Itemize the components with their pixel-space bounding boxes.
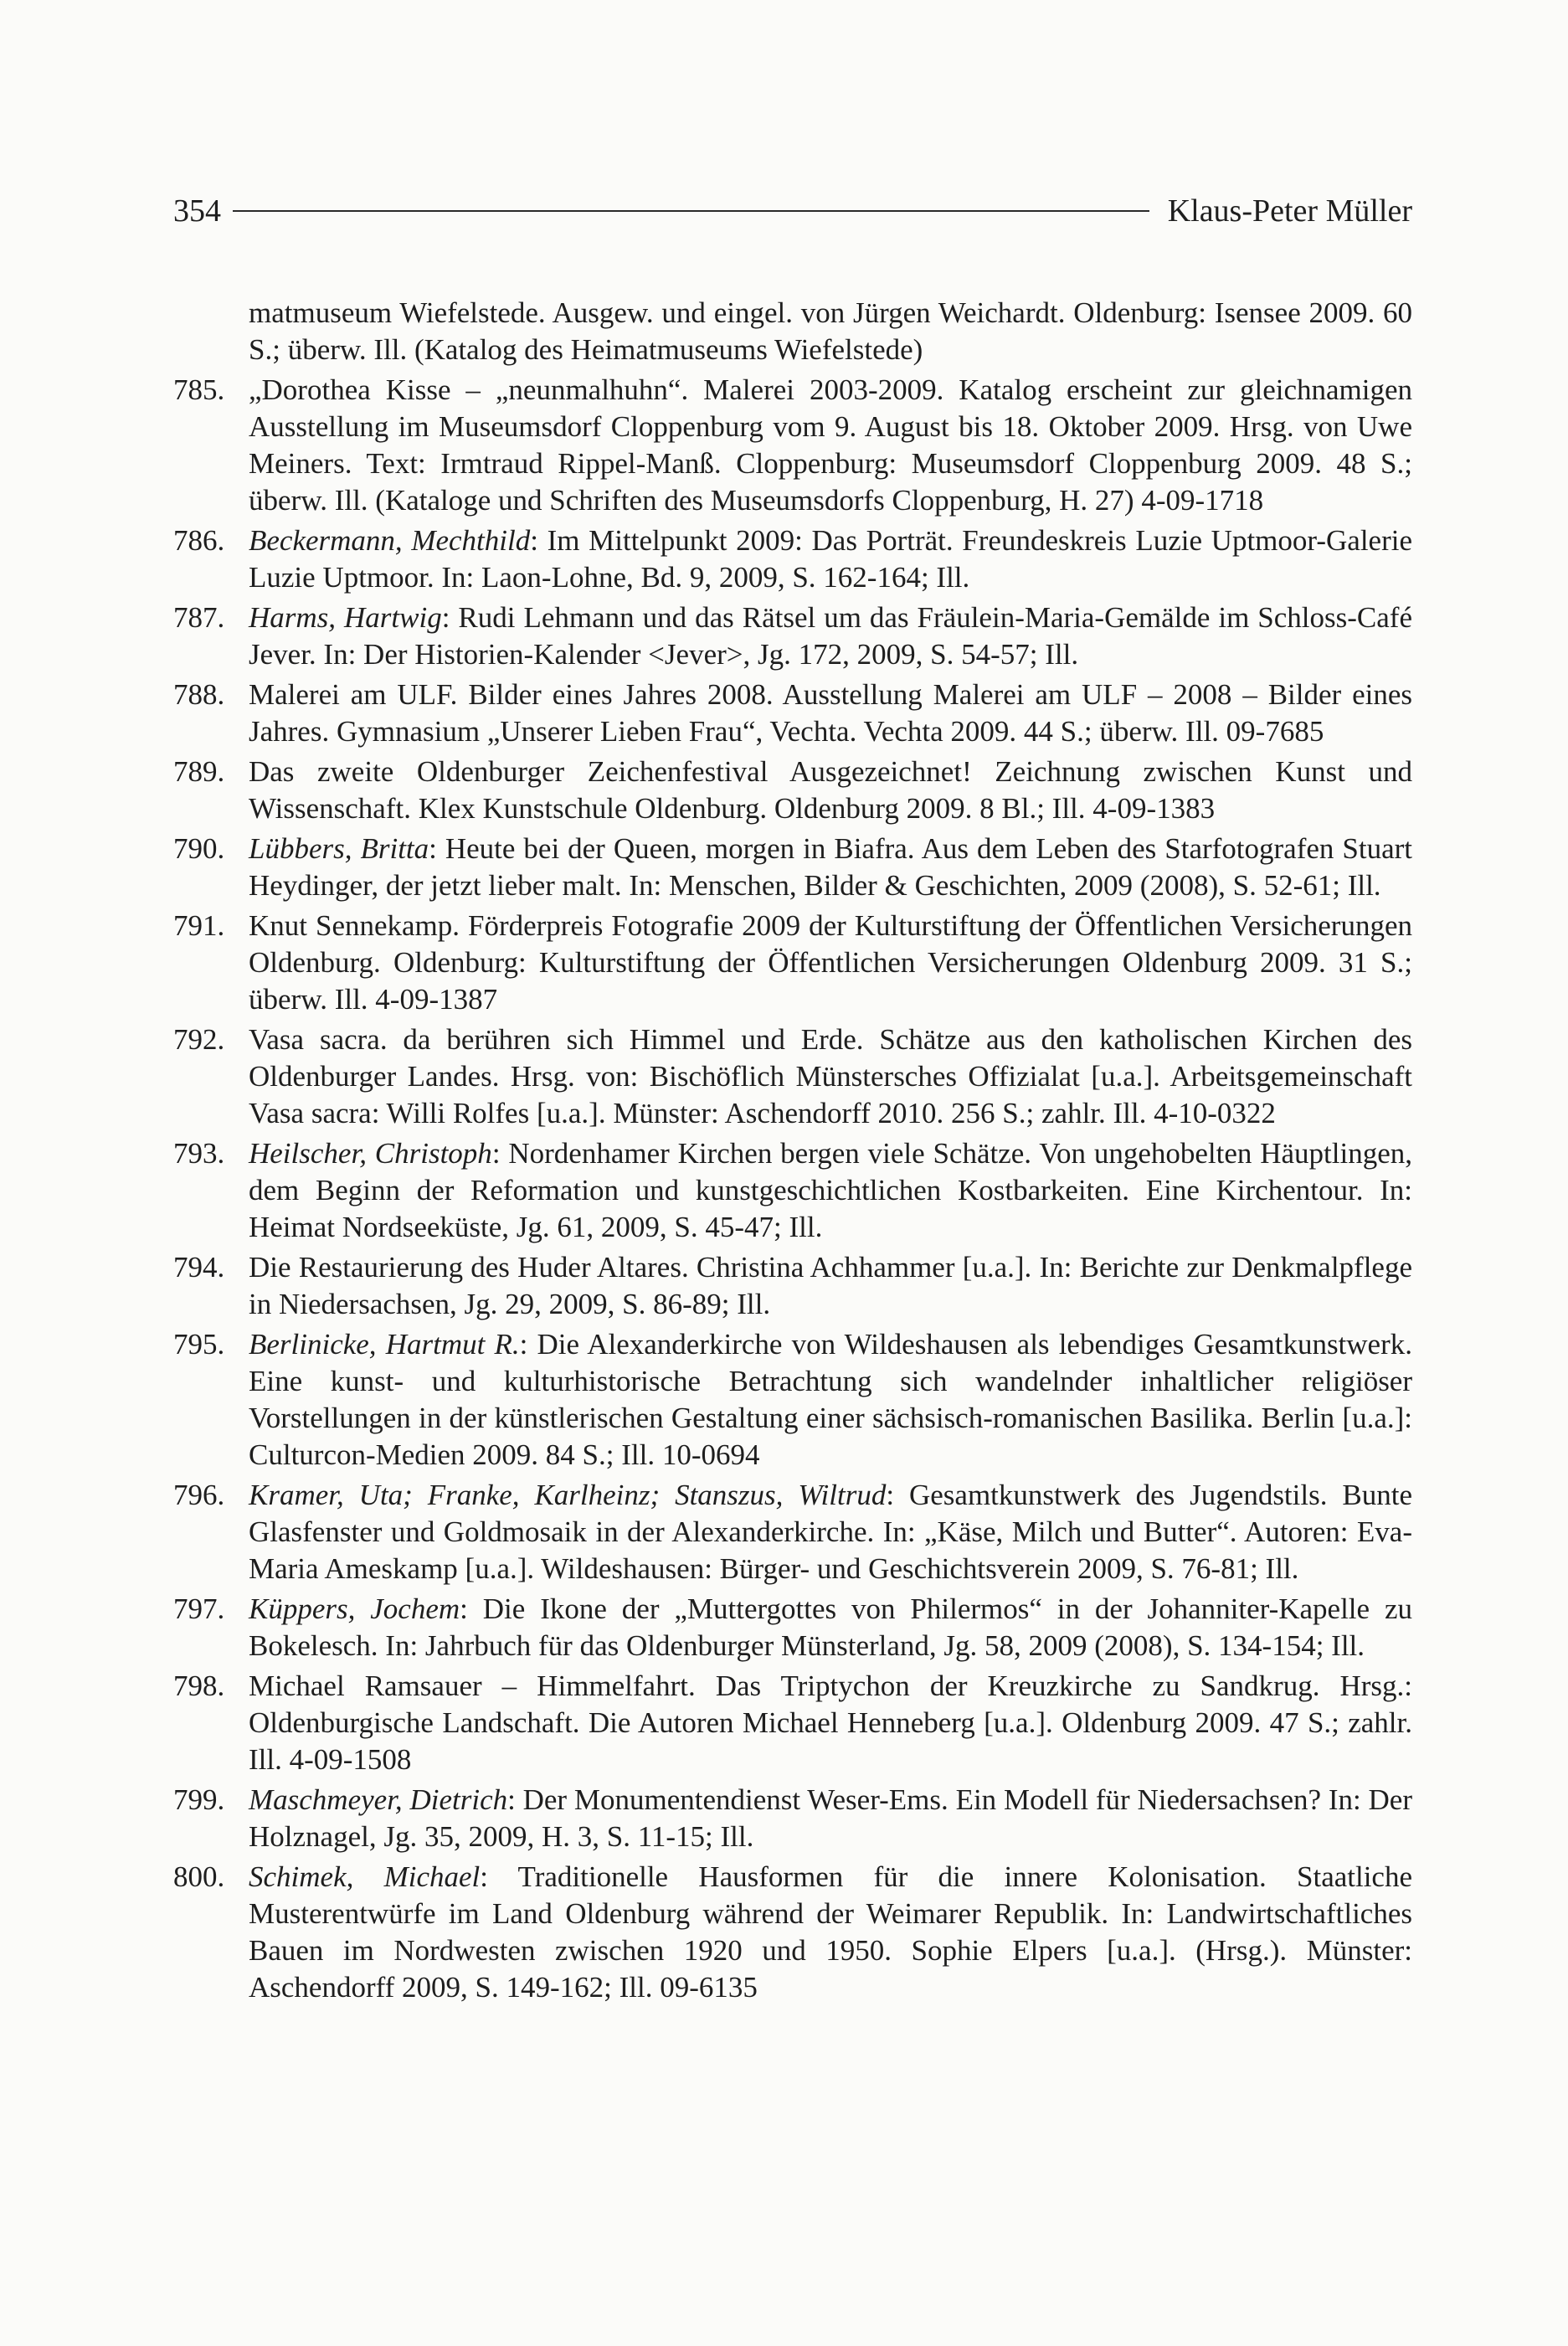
bibliography-entry — [173, 1782, 1412, 1855]
entry-author: Küppers, Jochem — [249, 1592, 460, 1625]
bibliography-entry — [173, 372, 1412, 519]
entry-text — [249, 1021, 1412, 1132]
entry-text — [249, 522, 1412, 596]
entry-body: Knut Sennekamp. Förderpreis Fotografie 2009 der Kulturstiftung der Öffentlichen Versicherungen Oldenburg. Oldenburg: Kulturstiftung der Öffentlichen Versicherungen Oldenburg 2009. 31 S.; überw. Ill. 4-09-1387 — [249, 909, 1412, 1016]
entry-text — [249, 1477, 1412, 1587]
entry-author: Harms, Hartwig — [249, 601, 442, 634]
entry-number: 799. — [173, 1783, 225, 1816]
bibliography-entry — [173, 295, 1412, 368]
entry-body: : Heute bei der Queen, morgen in Biafra. Aus dem Leben des Starfotografen Stuart Heydinger, der jetzt lieber malt. In: Menschen, Bilder & Geschichten, 2009 (2008), S. 52-61; Ill. — [249, 832, 1412, 902]
entry-number: 787. — [173, 601, 225, 634]
entry-body: : Traditionelle Hausformen für die innere Kolonisation. Staatliche Musterentwürfe im Land Oldenburg während der Weimarer Republik. In: Landwirtschaftliches Bauen im Nordwesten zwischen 1920 und 1950. Sophie Elpers [u.a.]. (Hrsg.). Münster: Aschendorff 2009, S. 149-162; Ill. 09-6135 — [249, 1860, 1412, 2004]
entry-author: Maschmeyer, Dietrich — [249, 1783, 508, 1816]
bibliography-entry — [173, 1249, 1412, 1323]
bibliography-entry — [173, 908, 1412, 1018]
entry-author: Kramer, Uta; Franke, Karlheinz; Stanszus, Wiltrud — [249, 1479, 887, 1511]
entry-number: 797. — [173, 1592, 225, 1625]
entry-author: Beckermann, Mechthild — [249, 524, 531, 557]
bibliography-entry — [173, 1668, 1412, 1778]
bibliography-entry — [173, 831, 1412, 904]
entry-text — [249, 1249, 1412, 1323]
entry-text — [249, 1859, 1412, 2006]
header-rule — [233, 210, 1149, 212]
entry-text — [249, 372, 1412, 519]
entry-body: : Im Mittelpunkt 2009: Das Porträt. Freundeskreis Luzie Uptmoor-Galerie Luzie Uptmoor. In: Laon-Lohne, Bd. 9, 2009, S. 162-164; Ill. — [249, 524, 1412, 594]
entry-body: Das zweite Oldenburger Zeichenfestival Ausgezeichnet! Zeichnung zwischen Kunst und Wissenschaft. Klex Kunstschule Oldenburg. Oldenburg 2009. 8 Bl.; Ill. 4-09-1383 — [249, 755, 1412, 825]
entry-number: 785. — [173, 373, 225, 406]
bibliography-entry — [173, 1591, 1412, 1664]
entry-number: 796. — [173, 1479, 225, 1511]
entry-body: : Rudi Lehmann und das Rätsel um das Fräulein-Maria-Gemälde im Schloss-Café Jever. In: Der Historien-Kalender <Jever>, Jg. 172, 2009, S. 54-57; Ill. — [249, 601, 1413, 671]
bibliography-entry — [173, 1477, 1412, 1587]
entry-body: : Gesamtkunstwerk des Jugendstils. Bunte Glasfenster und Goldmosaik in der Alexanderkirche. In: „Käse, Milch und Butter“. Autoren: Eva-Maria Ameskamp [u.a.]. Wildeshausen: Bürger- und Geschichtsverein 2009, S. 76-81; Ill. — [249, 1479, 1412, 1585]
entry-text — [249, 754, 1412, 827]
entry-body: Vasa sacra. da berühren sich Himmel und Erde. Schätze aus den katholischen Kirchen des Oldenburger Landes. Hrsg. von: Bischöflich Münstersches Offizialat [u.a.]. Arbeitsgemeinschaft Vasa sacra: Willi Rolfes [u.a.]. Münster: Aschendorff 2010. 256 S.; zahlr. Ill. 4-10-0322 — [249, 1023, 1412, 1129]
bibliography-entry — [173, 522, 1412, 596]
entry-body: : Nordenhamer Kirchen bergen viele Schätze. Von ungehobelten Häuptlingen, dem Beginn der Reformation und kunstgeschichtlichen Kostbarkeiten. Eine Kirchentour. In: Heimat Nordseeküste, Jg. 61, 2009, S. 45-47; Ill. — [249, 1137, 1412, 1243]
running-header — [173, 191, 1412, 231]
entry-number: 794. — [173, 1251, 225, 1284]
entry-text — [249, 1782, 1412, 1855]
entry-body: Die Restaurierung des Huder Altares. Christina Achhammer [u.a.]. In: Berichte zur Denkmalpflege in Niedersachsen, Jg. 29, 2009, S. 86-89; Ill. — [249, 1251, 1412, 1320]
entry-number: 791. — [173, 909, 225, 942]
entry-number: 792. — [173, 1023, 225, 1056]
entry-body: : Der Monumentendienst Weser-Ems. Ein Modell für Niedersachsen? In: Der Holznagel, Jg. 35, 2009, H. 3, S. 11-15; Ill. — [249, 1783, 1412, 1853]
bibliography-entry — [173, 677, 1412, 750]
entry-number: 786. — [173, 524, 225, 557]
entry-number — [173, 295, 249, 368]
entry-text — [249, 677, 1412, 750]
entry-text — [249, 1326, 1412, 1474]
bibliography-entry — [173, 1135, 1412, 1246]
entry-number: 800. — [173, 1860, 225, 1893]
entry-body: : Die Alexanderkirche von Wildeshausen als lebendiges Gesamtkunstwerk. Eine kunst- und kulturhistorische Betrachtung sich wandelnder inhaltlicher religiöser Vorstellungen in der künstlerischen Gestaltung einer sächsisch-romanischen Basilika. Berlin [u.a.]: Culturcon-Medien 2009. 84 S.; Ill. 10-0694 — [249, 1328, 1412, 1471]
running-title: Klaus-Peter Müller — [1167, 193, 1412, 229]
bibliography-entry — [173, 1021, 1412, 1132]
entry-number: 788. — [173, 678, 225, 711]
bibliography-entry — [173, 1859, 1412, 2006]
entry-body: „Dorothea Kisse – „neunmalhuhn“. Malerei 2003-2009. Katalog erscheint zur gleichnamigen Ausstellung im Museumsdorf Cloppenburg vom 9. August bis 18. Oktober 2009. Hrsg. von Uwe Meiners. Text: Irmtraud Rippel-Manß. Cloppenburg: Museumsdorf Cloppenburg 2009. 48 S.; überw. Ill. (Kataloge und Schriften des Museumsdorfs Cloppenburg, H. 27) 4-09-1718 — [249, 373, 1412, 517]
entry-body: : Die Ikone der „Muttergottes von Philermos“ in der Johanniter-Kapelle zu Bokelesch. In: Jahrbuch für das Oldenburger Münsterland, Jg. 58, 2009 (2008), S. 134-154; Ill. — [249, 1592, 1412, 1662]
entry-text — [249, 295, 1412, 368]
entry-number: 798. — [173, 1669, 225, 1702]
entry-author: Lübbers, Britta — [249, 832, 429, 865]
entry-number: 790. — [173, 832, 225, 865]
bibliography-entry — [173, 754, 1412, 827]
entry-text — [249, 1591, 1412, 1664]
entry-text — [249, 1668, 1412, 1778]
entry-number: 795. — [173, 1328, 225, 1361]
entry-author: Heilscher, Christoph — [249, 1137, 492, 1170]
entry-text — [249, 831, 1412, 904]
entry-text — [249, 1135, 1412, 1246]
entry-author: Schimek, Michael — [249, 1860, 481, 1893]
entry-number: 793. — [173, 1137, 225, 1170]
bibliography-entry — [173, 1326, 1412, 1474]
entry-text — [249, 599, 1412, 673]
entry-body: matmuseum Wiefelstede. Ausgew. und eingel. von Jürgen Weichardt. Oldenburg: Isensee 2009. 60 S.; überw. Ill. (Katalog des Heimatmuseums Wiefelstede) — [249, 296, 1412, 366]
entry-author: Berlinicke, Hartmut R. — [249, 1328, 520, 1361]
bibliography-entry — [173, 599, 1412, 673]
entry-body: Michael Ramsauer – Himmelfahrt. Das Triptychon der Kreuzkirche zu Sandkrug. Hrsg.: Oldenburgische Landschaft. Die Autoren Michael Henneberg [u.a.]. Oldenburg 2009. 47 S.; zahlr. Ill. 4-09-1508 — [249, 1669, 1412, 1776]
bibliography-list — [173, 295, 1412, 2009]
entry-number: 789. — [173, 755, 225, 788]
entry-body: Malerei am ULF. Bilder eines Jahres 2008. Ausstellung Malerei am ULF – 2008 – Bilder eines Jahres. Gymnasium „Unserer Lieben Frau“, Vechta. Vechta 2009. 44 S.; überw. Ill. 09-7685 — [249, 678, 1412, 748]
page-number: 354 — [173, 193, 221, 229]
entry-text — [249, 908, 1412, 1018]
